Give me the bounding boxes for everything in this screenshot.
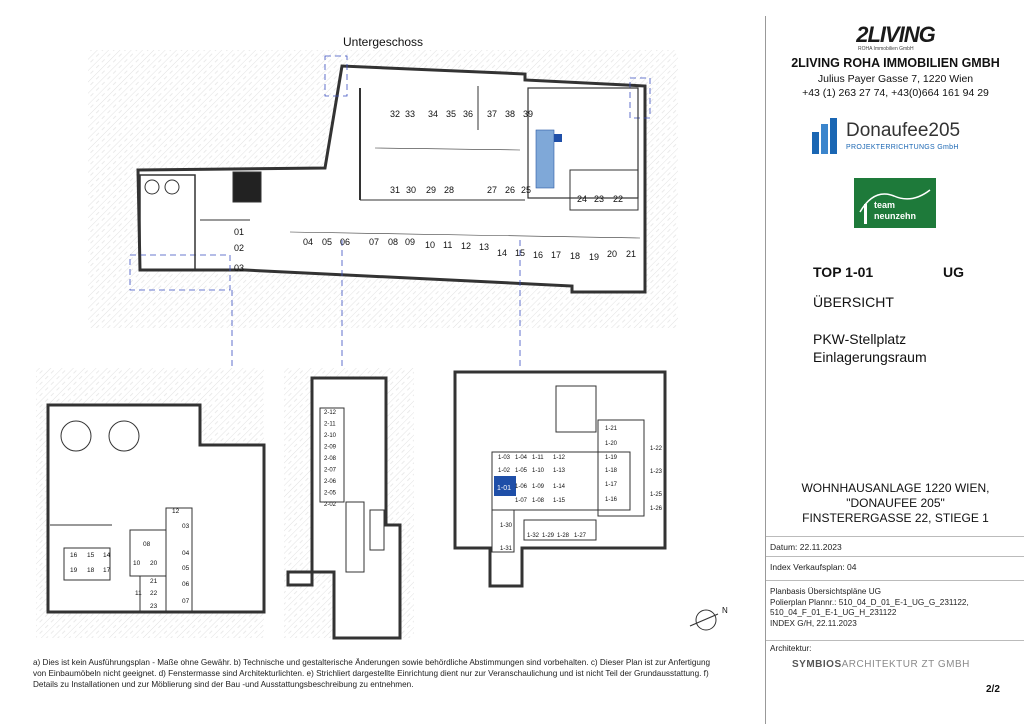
storage-cell-label: 2-02 [324, 502, 337, 508]
divider [766, 580, 1024, 581]
storage-cell-label: 08 [143, 541, 151, 548]
storage-cell-label: 2-10 [324, 433, 337, 439]
parking-space-label: 08 [388, 237, 399, 247]
storage-cell-label: 18 [87, 567, 95, 574]
storage-cell-label: 1-22 [650, 446, 663, 452]
stair-highlight [536, 130, 554, 188]
parking-space-label: 12 [461, 241, 472, 251]
project-line: WOHNHAUSANLAGE 1220 WIEN, [801, 481, 990, 495]
project-line: "DONAUFEE 205" [846, 496, 945, 510]
storage-cell-label: 1-27 [574, 533, 587, 539]
2living-logo: 2LIVING [856, 22, 935, 47]
parking-space-label: 21 [626, 249, 637, 259]
storage-cell-label: 1-06 [515, 484, 528, 490]
storage-cell-label: 12 [172, 508, 180, 515]
parking-space-label: 27 [487, 185, 498, 195]
architect-name [792, 659, 970, 670]
title-block [765, 16, 1024, 724]
storage-cell-label: 15 [87, 552, 95, 559]
storage-cell-label: 1-13 [553, 468, 566, 474]
storage-cell-label: 1-17 [605, 482, 618, 488]
divider [766, 536, 1024, 537]
storage-label: 03 [234, 263, 245, 273]
datum: Datum: 22.11.2023 [770, 542, 842, 552]
storage-cell-label: 1-23 [650, 469, 663, 475]
architect-name-rest: ARCHITEKTUR ZT GMBH [841, 659, 970, 670]
parking-space-label: 31 [390, 185, 401, 195]
storage-cell-label: 2-06 [324, 479, 337, 485]
planbasis: Planbasis Übersichtspläne UG Polierplan Plannr.: 510_04_D_01_E-1_UG_G_231122, 510_04_F_01_E-1_UG_H_231122 INDEX G/H, 22.11.2023 [770, 587, 969, 628]
unit-top-label: TOP 1-01 [813, 264, 874, 280]
parking-space-label: 10 [425, 240, 436, 250]
storage-cell-label: 1-28 [557, 533, 570, 539]
divider [766, 556, 1024, 557]
storage-cell-label: 11 [135, 590, 142, 597]
parking-space-label: 18 [570, 251, 581, 261]
parking-space-label: 29 [426, 185, 437, 195]
overview-label: ÜBERSICHT [813, 294, 894, 310]
parking-space-label: 37 [487, 109, 498, 119]
company-name: 2LIVING ROHA IMMOBILIEN GMBH [791, 56, 1000, 70]
parking-space-label: 39 [523, 109, 534, 119]
storage-cell-label: 05 [182, 565, 190, 572]
storage-cell-label: 1-26 [650, 506, 663, 512]
storage-cell-label: 1-32 [527, 533, 540, 539]
storage-cell-label: 17 [103, 567, 111, 574]
storage-cell-label: 1-20 [605, 441, 618, 447]
storage-cell-label: 1-09 [532, 484, 545, 490]
architect-name-bold: SYMBIOS [792, 659, 842, 670]
parking-space-label: 19 [589, 252, 600, 262]
company-phone: +43 (1) 263 27 74, +43(0)664 161 94 29 [802, 87, 989, 99]
storage-cell-label: 2-05 [324, 490, 337, 497]
storage-cell-label: 16 [70, 552, 78, 559]
parking-space-label: 17 [551, 250, 562, 260]
storage-cell-label: 1-25 [650, 492, 663, 498]
storage-cell-label: 21 [150, 578, 158, 585]
storage-cell-label: 1-21 [605, 426, 618, 432]
parking-space-label: 09 [405, 237, 416, 247]
parking-space-label: 38 [505, 109, 516, 119]
project-line: FINSTERERGASSE 22, STIEGE 1 [802, 511, 989, 525]
parking-space-label: 34 [428, 109, 439, 119]
donaufee-name: Donaufee205 [846, 120, 961, 141]
storage-cell-label: 2-08 [324, 456, 337, 462]
storage-cell-label: 1-31 [500, 546, 513, 552]
storage-cell-label: 14 [103, 552, 111, 559]
parking-space-label: 20 [607, 249, 618, 259]
donaufee-logo-icon [810, 116, 842, 156]
storage-cell-label: 1-08 [532, 498, 545, 504]
parking-item: PKW-Stellplatz [813, 331, 907, 347]
storage-cell-label: 1-18 [605, 468, 618, 474]
storage-cell-label: 03 [182, 523, 190, 530]
parking-space-label: 35 [446, 109, 457, 119]
storage-cell-label: 22 [150, 590, 158, 597]
parking-space-label: 04 [303, 237, 314, 247]
storage-cell-label: 1-07 [515, 498, 528, 504]
storage-cell-label: 1-11 [532, 455, 544, 461]
neunzehn-word: neunzehn [874, 211, 916, 221]
company-address: Julius Payer Gasse 7, 1220 Wien [817, 73, 974, 85]
parking-space-label: 16 [533, 250, 544, 260]
storage-cell-label-highlighted: 1-01 [497, 485, 512, 492]
storage-cell-label: 1-02 [498, 468, 511, 474]
storage-label: 02 [234, 243, 245, 253]
storage-cell-label: 1-12 [553, 455, 566, 461]
storage-cell-label: 1-04 [515, 455, 528, 461]
architect-label: Architektur: [770, 644, 812, 653]
parking-space-label: 26 [505, 185, 516, 195]
project-description [766, 481, 1024, 526]
parking-space-label: 11 [443, 240, 453, 250]
storage-label: 01 [234, 227, 245, 237]
parking-space-label: 07 [369, 237, 380, 247]
parking-space-label: 28 [444, 185, 455, 195]
storage-cell-label: 1-16 [605, 497, 618, 503]
team-word: team [874, 200, 896, 210]
unit-items [813, 330, 927, 366]
storage-cell-label: 1-30 [500, 523, 513, 529]
storage-cell-label: 1-15 [553, 498, 566, 504]
storage-cell-label: 2-12 [324, 410, 337, 416]
parking-space-label: 06 [340, 237, 351, 247]
donaufee-logo [810, 116, 990, 160]
storage-cell-label: 19 [70, 567, 78, 574]
parking-space-label: 33 [405, 109, 416, 119]
storage-cell-label: 1-14 [553, 484, 566, 490]
parking-space-label: 13 [479, 242, 490, 252]
parking-space-label: 36 [463, 109, 474, 119]
parking-space-label: 23 [594, 194, 605, 204]
storage-cell-label: 04 [182, 550, 190, 557]
storage-cell-label: 07 [182, 598, 190, 605]
team-neunzehn-logo [854, 178, 936, 228]
storage-cell-label: 1-19 [605, 455, 618, 461]
donaufee-sub: PROJEKTERRICHTUNGS GmbH [846, 144, 959, 151]
page-number: 2/2 [986, 684, 1000, 695]
index-verkaufsplan: Index Verkaufsplan: 04 [770, 562, 857, 572]
parking-space-label: 05 [322, 237, 333, 247]
storage-item: Einlagerungsraum [813, 349, 927, 365]
parking-space-label: 14 [497, 248, 508, 258]
parking-space-label: 25 [521, 185, 532, 195]
storage-cell-label: 10 [133, 560, 141, 567]
2living-logo-sub: ROHA Immobilien GmbH [858, 46, 914, 52]
divider [766, 640, 1024, 641]
parking-space-label: 22 [613, 194, 624, 204]
parking-space-label: 24 [577, 194, 588, 204]
north-label: N [722, 606, 728, 615]
storage-cell-label: 1-03 [498, 455, 511, 461]
plan-title: Untergeschoss [343, 35, 424, 49]
unit-highlight-main [554, 134, 562, 142]
plan-footnote: a) Dies ist kein Ausführungsplan - Maße ohne Gewähr. b) Technische und gestalterische Änderungen sowie behördliche Abstimmungen sind vorbehalten. c) Dieser Plan ist zur Anfertigung von Einbaumöbeln nicht geeignet. d) Fenstermasse sind Architekturlichten. e) Strichliert dargestellte Einrichtung dient nur zur Veranschaulichung und ist nicht Teil der Grundausstattung. f) Details zu Installationen und zur Möblierung sind der Bau -und Ausstattungsbeschreibung zu entnehmen. [33, 658, 711, 689]
storage-cell-label: 1-29 [542, 533, 555, 539]
detail-right-floor [455, 372, 665, 586]
parking-space-label: 15 [515, 248, 526, 258]
storage-cell-label: 2-07 [324, 467, 337, 474]
storage-cell-label: 2-11 [324, 421, 336, 428]
parking-space-label: 30 [406, 185, 417, 195]
storage-cell-label: 2-09 [324, 444, 337, 451]
storage-cell-label: 1-10 [532, 468, 545, 474]
north-arrow-icon [690, 610, 718, 630]
parking-space-label: 32 [390, 109, 401, 119]
storage-cell-label: 23 [150, 603, 158, 610]
storage-cell-label: 1-05 [515, 468, 528, 474]
storage-cell-label: 20 [150, 560, 158, 567]
level-label: UG [943, 264, 964, 280]
storage-cell-label: 06 [182, 581, 190, 588]
